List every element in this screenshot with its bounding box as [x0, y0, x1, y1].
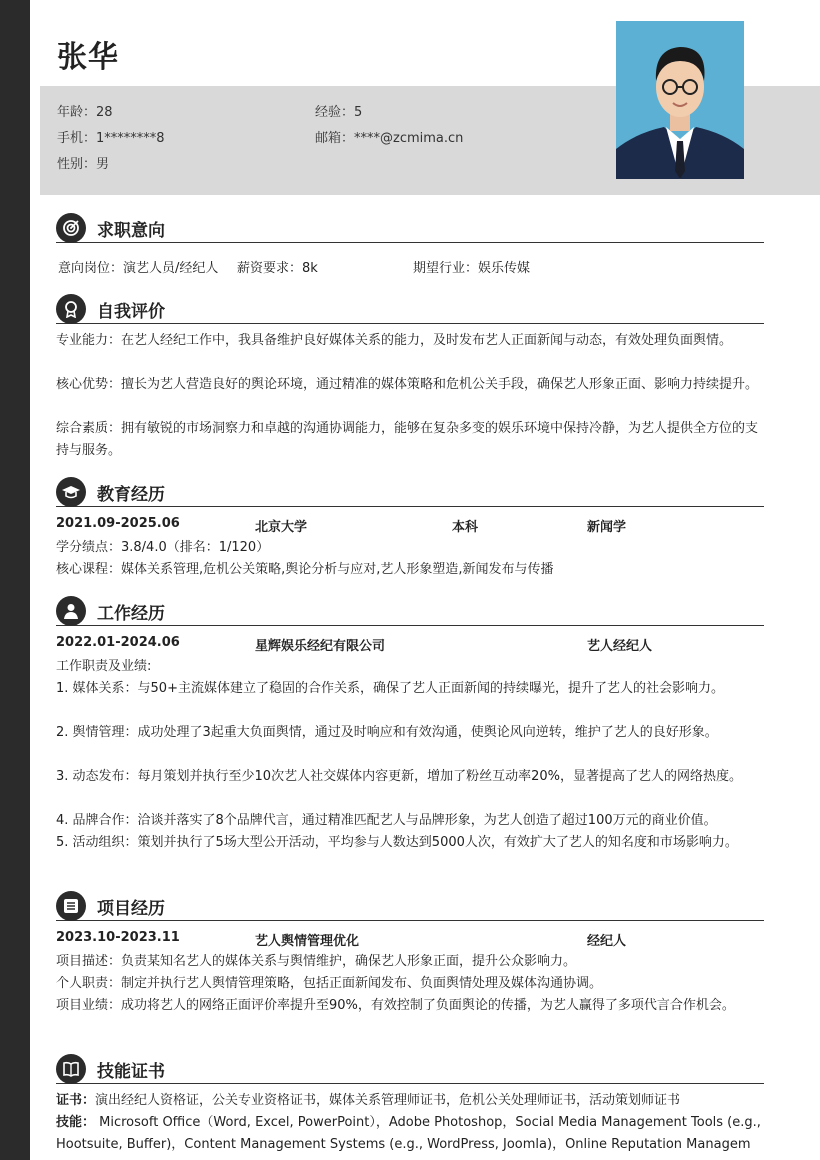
work-duty-5: 5. 活动组织：策划并执行了5场大型公开活动，平均参与人数达到5000人次，有效扩大了艺人的知名度和市场影响力。	[56, 835, 738, 850]
person-icon	[56, 596, 86, 626]
skills-line	[56, 1112, 766, 1160]
work-duty-4: 4. 品牌合作：洽谈并落实了8个品牌代言，通过精准匹配艺人与品牌形象，为艺人创造了超过100万元的商业价值。	[56, 813, 717, 828]
section-skills-title: 技能证书	[97, 1062, 165, 1082]
work-company: 星辉娱乐经纪有限公司	[255, 639, 386, 654]
list-icon	[56, 891, 86, 921]
candidate-name: 张华	[57, 40, 119, 75]
self-eval-strength: 核心优势：擅长为艺人营造良好的舆论环境，通过精准的媒体策略和危机公关手段，确保艺人形象正面、影响力持续提升。	[56, 377, 759, 392]
self-eval-ability: 专业能力：在艺人经纪工作中，我具备维护良好媒体关系的能力，及时发布艺人正面新闻与动态，有效处理负面舆情。	[56, 333, 733, 348]
section-work-header	[56, 596, 764, 626]
project-role: 经纪人	[587, 934, 627, 949]
experience-field: 经验：5	[315, 105, 363, 120]
target-icon	[56, 213, 86, 243]
intent-salary: 薪资要求：8k	[237, 261, 318, 276]
edu-degree: 本科	[452, 520, 479, 535]
work-duty-1: 1. 媒体关系：与50+主流媒体建立了稳固的合作关系，确保了艺人正面新闻的持续曝光，提升了艺人的社会影响力。	[56, 681, 724, 696]
section-work-title: 工作经历	[97, 604, 165, 624]
edu-period: 2021.09-2025.06	[56, 516, 180, 531]
project-duty: 个人职责：制定并执行艺人舆情管理策略，包括正面新闻发布、负面舆情处理及媒体沟通协调。	[56, 976, 603, 991]
edu-courses: 核心课程：媒体关系管理,危机公关策略,舆论分析与应对,艺人形象塑造,新闻发布与传播	[56, 562, 554, 577]
badge-icon	[56, 294, 86, 324]
section-self-title: 自我评价	[97, 302, 165, 322]
section-skills-header	[56, 1054, 764, 1084]
project-name: 艺人舆情管理优化	[255, 934, 360, 949]
section-self-header	[56, 294, 764, 324]
work-role: 艺人经纪人	[587, 639, 653, 654]
edu-gpa: 学分绩点：3.8/4.0（排名：1/120）	[56, 540, 270, 555]
graduation-cap-icon	[56, 477, 86, 507]
edu-major: 新闻学	[587, 520, 627, 535]
profile-photo	[616, 21, 744, 179]
section-project-title: 项目经历	[97, 899, 165, 919]
section-edu-title: 教育经历	[97, 485, 165, 505]
certificates-line	[56, 1090, 766, 1112]
gender-field: 性别：男	[57, 157, 110, 172]
section-edu-header	[56, 477, 764, 507]
section-intent-header	[56, 213, 764, 243]
left-accent-bar	[0, 0, 30, 1160]
skills-label: 技能：	[56, 1115, 96, 1130]
intent-industry: 期望行业：娱乐传媒	[413, 261, 531, 276]
intent-position: 意向岗位：演艺人员/经纪人	[58, 261, 219, 276]
work-duty-2: 2. 舆情管理：成功处理了3起重大负面舆情，通过及时响应和有效沟通，使舆论风向逆转，维护了艺人的良好形象。	[56, 725, 718, 740]
work-intro: 工作职责及业绩:	[56, 659, 152, 674]
section-intent-title: 求职意向	[97, 221, 165, 241]
work-period: 2022.01-2024.06	[56, 635, 180, 650]
email-field: 邮箱：****@zcmima.cn	[315, 131, 464, 146]
project-period: 2023.10-2023.11	[56, 930, 180, 945]
self-eval-quality: 综合素质：拥有敏锐的市场洞察力和卓越的沟通协调能力，能够在复杂多变的娱乐环境中保持冷静，为艺人提供全方位的支持与服务。	[56, 421, 759, 458]
project-description: 项目描述：负责某知名艺人的媒体关系与舆情维护，确保艺人形象正面，提升公众影响力。	[56, 954, 577, 969]
project-result: 项目业绩：成功将艺人的网络正面评价率提升至90%，有效控制了负面舆论的传播，为艺人赢得了多项代言合作机会。	[56, 998, 735, 1013]
section-project-header	[56, 891, 764, 921]
age-field: 年龄：28	[57, 105, 113, 120]
edu-school: 北京大学	[255, 520, 308, 535]
certificates-label: 证书：	[56, 1093, 96, 1108]
certificates-text: 演出经纪人资格证，公关专业资格证书，媒体关系管理师证书，危机公关处理师证书，活动策划师证书	[95, 1093, 681, 1108]
book-icon	[56, 1054, 86, 1084]
skills-text: Microsoft Office（Word, Excel, PowerPoint），Adobe Photoshop，Social Media Management Tools (e.g., Hootsuite, Buffer)，Content Management Systems (e.g., WordPress, Joomla)，Online Reputation Managem	[56, 1115, 761, 1152]
work-duty-3: 3. 动态发布：每月策划并执行至少10次艺人社交媒体内容更新，增加了粉丝互动率20%，显著提高了艺人的网络热度。	[56, 769, 742, 784]
phone-field: 手机：1********8	[57, 131, 165, 146]
